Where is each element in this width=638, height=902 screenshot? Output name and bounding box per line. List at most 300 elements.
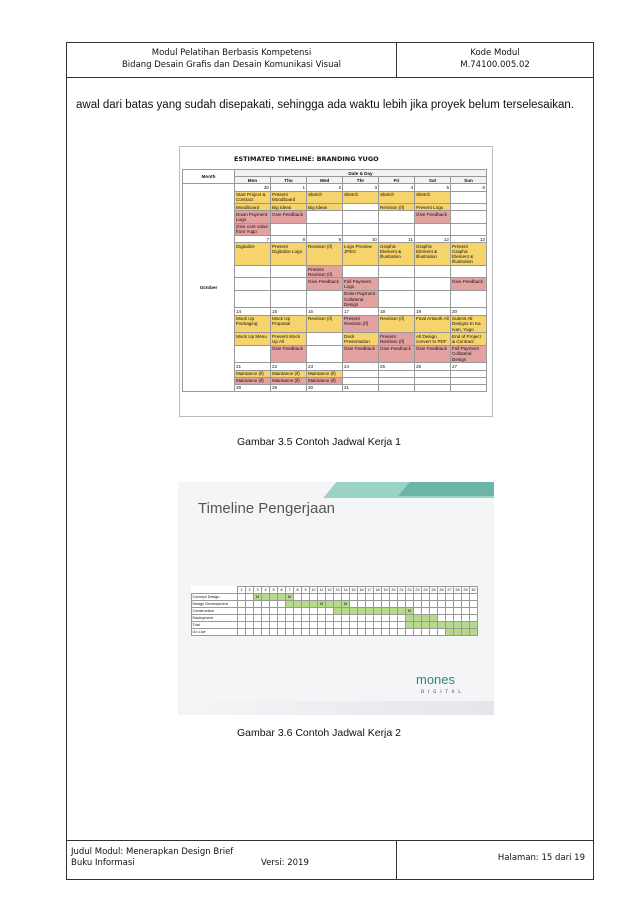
gantt-cell (446, 622, 454, 629)
gantt-table (191, 586, 478, 636)
task-cell: Revision (if) (307, 315, 343, 333)
date-cell: 15 (271, 308, 307, 315)
footer-version: Versi: 2019 (261, 858, 309, 868)
gantt-cell (398, 608, 406, 615)
gantt-cell (334, 594, 342, 601)
gantt-cell (326, 608, 334, 615)
gantt-cell (438, 601, 446, 608)
module-title (67, 43, 397, 77)
gantt-cell (358, 615, 366, 622)
footer-left (67, 841, 397, 879)
gantt-cell (270, 615, 278, 622)
task-cell: Maintance (if) (307, 370, 343, 377)
gantt-cell (270, 601, 278, 608)
gantt-cell (390, 622, 398, 629)
task-cell: End of Project & Contract (451, 333, 487, 345)
day-header: Thr (343, 177, 379, 184)
task-cell (379, 266, 415, 278)
gantt-day-header: 8 (294, 587, 302, 594)
task-cell: Full Payment Logo (343, 278, 379, 290)
task-cell: All Design convert to PDF (415, 333, 451, 345)
module-code (397, 43, 593, 77)
gantt-cell (382, 601, 390, 608)
task-cell: Mock Up Packaging (235, 315, 271, 333)
figure2-title: Timeline Pengerjaan (198, 500, 336, 517)
task-cell: Give core value from Yugo (235, 223, 271, 235)
gantt-task-label: Construction (192, 608, 238, 615)
task-cell (415, 223, 451, 235)
gantt-cell (262, 601, 270, 608)
task-cell: Revision (if) (379, 204, 415, 211)
task-cell: Present Revision (if) (343, 315, 379, 333)
module-title-line1: Modul Pelatihan Berbasis Kompetensi (151, 48, 312, 58)
gantt-cell (310, 629, 318, 636)
task-cell (379, 278, 415, 290)
task-cell (415, 370, 451, 377)
task-cell: Final Artwork All (415, 315, 451, 333)
month-cell: October (183, 184, 235, 392)
gantt-cell (382, 629, 390, 636)
gantt-cell (366, 622, 374, 629)
gantt-cell (294, 622, 302, 629)
task-cell: Logo Preview JPEG (343, 243, 379, 266)
gantt-cell (414, 594, 422, 601)
date-day-header: Date & Day (235, 170, 487, 177)
task-cell: Present Moodboard (271, 191, 307, 203)
gantt-cell (398, 594, 406, 601)
gantt-cell (446, 629, 454, 636)
gantt-cell (414, 622, 422, 629)
gantt-cell (430, 622, 438, 629)
task-cell: Give Feedback (415, 345, 451, 363)
gantt-day-header: 9 (302, 587, 310, 594)
gantt-cell (470, 601, 478, 608)
date-cell (451, 384, 487, 391)
task-cell: Big Ideas (271, 204, 307, 211)
gantt-cell (470, 622, 478, 629)
gantt-cell (286, 622, 294, 629)
task-cell: Mock Up Proposal (271, 315, 307, 333)
gantt-cell (398, 615, 406, 622)
gantt-cell (438, 594, 446, 601)
gantt-cell (430, 629, 438, 636)
gantt-cell (334, 615, 342, 622)
module-code-label: Kode Modul (470, 48, 520, 58)
body-paragraph: awal dari batas yang sudah disepakati, sehingga ada waktu lebih jika proyek belum terselesaikan. (76, 99, 574, 111)
task-cell: Maintance (if) (271, 370, 307, 377)
task-cell: Sketch (379, 191, 415, 203)
gantt-cell (438, 629, 446, 636)
date-cell: 24 (343, 363, 379, 370)
gantt-cell (358, 629, 366, 636)
date-cell: 22 (271, 363, 307, 370)
task-cell (415, 377, 451, 384)
date-cell: 10 (343, 236, 379, 243)
gantt-cell (382, 615, 390, 622)
gantt-cell (342, 629, 350, 636)
gantt-cell (366, 608, 374, 615)
gantt-cell (430, 594, 438, 601)
gantt-cell (446, 615, 454, 622)
task-cell: Sketch (415, 191, 451, 203)
gantt-day-header: 15 (351, 588, 356, 592)
date-cell: 25 (379, 363, 415, 370)
gantt-cell (294, 601, 302, 608)
gantt-cell: M (318, 601, 326, 608)
gantt-cell (382, 608, 390, 615)
date-cell: 7 (235, 236, 271, 243)
task-cell: Graphic Element & Illustration (379, 243, 415, 266)
brand-logo: mones (416, 672, 456, 687)
gantt-cell (430, 601, 438, 608)
gantt-cell (374, 629, 382, 636)
gantt-cell (246, 615, 254, 622)
module-title-line2: Bidang Desain Grafis dan Desain Komunikasi Visual (121, 60, 342, 70)
gantt-cell (326, 629, 334, 636)
gantt-day-header: 21 (399, 588, 404, 592)
gantt-cell (278, 629, 286, 636)
gantt-cell (430, 615, 438, 622)
task-cell: Full Payment Collateral Design (451, 345, 487, 363)
gantt-cell (310, 608, 318, 615)
task-cell (307, 333, 343, 345)
gantt-day-header: 29 (463, 588, 468, 592)
footer-book: Buku Informasi (71, 858, 135, 868)
task-cell (235, 266, 271, 278)
gantt-day-header: 3 (254, 587, 262, 594)
gantt-task-label: Design Development (192, 601, 238, 608)
gantt-cell (262, 615, 270, 622)
date-cell: 26 (415, 363, 451, 370)
task-cell: Present Logo (415, 204, 451, 211)
gantt-day-header: 7 (286, 587, 294, 594)
gantt-cell (238, 615, 246, 622)
gantt-corner (192, 587, 238, 594)
gantt-cell (470, 615, 478, 622)
date-cell: 17 (343, 308, 379, 315)
gantt-cell (374, 601, 382, 608)
date-cell: 13 (451, 236, 487, 243)
task-cell (415, 266, 451, 278)
gantt-cell (390, 601, 398, 608)
date-cell: 12 (415, 236, 451, 243)
gantt-cell (302, 594, 310, 601)
gantt-cell (270, 622, 278, 629)
gantt-cell (454, 629, 462, 636)
task-cell: Graphic Element & Illustration (415, 243, 451, 266)
decor-footer-band (178, 701, 494, 715)
task-cell: Start Project & Contract (235, 191, 271, 203)
task-cell: Maintance (if) (271, 377, 307, 384)
gantt-cell (406, 594, 414, 601)
gantt-day-header: 16 (359, 588, 364, 592)
gantt-cell (270, 594, 278, 601)
gantt-day-header: 26 (439, 588, 444, 592)
gantt-cell (390, 615, 398, 622)
gantt-day-header: 5 (270, 587, 278, 594)
date-cell: 29 (271, 384, 307, 391)
gantt-cell (278, 594, 286, 601)
gantt-cell (414, 629, 422, 636)
gantt-cell (318, 608, 326, 615)
month-header: Month (183, 170, 235, 184)
task-cell: Deck Presentation (343, 333, 379, 345)
gantt-cell (254, 629, 262, 636)
task-cell (415, 290, 451, 308)
date-cell: 18 (379, 308, 415, 315)
gantt-cell (358, 622, 366, 629)
gantt-cell (382, 594, 390, 601)
gantt-task-label: Go Live (192, 629, 238, 636)
gantt-cell (350, 608, 358, 615)
task-cell: Present Digitalize Logo (271, 243, 307, 266)
schedule-table (182, 169, 487, 392)
gantt-cell (422, 629, 430, 636)
gantt-day-header: 18 (375, 588, 380, 592)
date-cell: 6 (451, 184, 487, 191)
task-cell (271, 223, 307, 235)
gantt-cell (374, 608, 382, 615)
gantt-cell (462, 594, 470, 601)
figure-timeline-2 (178, 482, 494, 715)
gantt-cell (334, 608, 342, 615)
gantt-cell (350, 629, 358, 636)
task-cell: Give Feedback (343, 345, 379, 363)
gantt-day-header: 24 (423, 588, 428, 592)
task-cell (451, 290, 487, 308)
gantt-cell (350, 615, 358, 622)
gantt-cell (438, 622, 446, 629)
gantt-cell (350, 622, 358, 629)
gantt-cell (414, 601, 422, 608)
gantt-cell (350, 601, 358, 608)
task-cell (343, 370, 379, 377)
task-cell: Maintance (if) (307, 377, 343, 384)
gantt-cell (470, 629, 478, 636)
gantt-cell (454, 615, 462, 622)
gantt-cell (342, 622, 350, 629)
gantt-cell (246, 594, 254, 601)
task-cell (235, 345, 271, 363)
gantt-cell (470, 608, 478, 615)
gantt-cell (438, 608, 446, 615)
gantt-cell (406, 622, 414, 629)
date-cell: 30 (235, 184, 271, 191)
gantt-cell: M (286, 594, 294, 601)
day-header: Fri (379, 177, 415, 184)
gantt-cell (422, 601, 430, 608)
gantt-day-header: 4 (262, 587, 270, 594)
gantt-cell (286, 629, 294, 636)
gantt-cell (350, 594, 358, 601)
gantt-cell (382, 622, 390, 629)
gantt-cell (326, 601, 334, 608)
figure1-title: ESTIMATED TIMELINE: BRANDING YUGO (234, 155, 379, 163)
gantt-cell (390, 608, 398, 615)
gantt-day-header: 2 (246, 587, 254, 594)
task-cell (235, 290, 271, 308)
gantt-day-header: 12 (327, 588, 332, 592)
task-cell: Down Payment Logo (235, 211, 271, 223)
page-footer (67, 840, 593, 879)
task-cell: Maintance (if) (235, 370, 271, 377)
date-cell (415, 384, 451, 391)
task-cell (451, 266, 487, 278)
gantt-cell (422, 594, 430, 601)
gantt-day-header: 19 (383, 588, 388, 592)
gantt-cell (278, 615, 286, 622)
gantt-cell (366, 629, 374, 636)
gantt-cell (246, 622, 254, 629)
task-cell: Sketch (343, 191, 379, 203)
gantt-cell (318, 615, 326, 622)
gantt-cell (302, 629, 310, 636)
gantt-cell (246, 629, 254, 636)
gantt-cell (390, 629, 398, 636)
task-cell: Down Payment Collateral Design (343, 290, 379, 308)
task-cell: Give Feedback (379, 345, 415, 363)
date-cell: 5 (415, 184, 451, 191)
task-cell (307, 345, 343, 363)
gantt-day-header: 13 (335, 588, 340, 592)
task-cell (271, 266, 307, 278)
gantt-cell (302, 622, 310, 629)
brand-logo-sub: DIGITAL (421, 689, 465, 694)
footer-module-name: Judul Modul: Menerapkan Design Brief (71, 847, 234, 857)
gantt-cell (470, 594, 478, 601)
day-header: Sat (415, 177, 451, 184)
gantt-cell (262, 594, 270, 601)
gantt-task-label: Trial (192, 622, 238, 629)
gantt-cell (358, 608, 366, 615)
task-cell (415, 278, 451, 290)
gantt-cell: M (406, 608, 414, 615)
gantt-cell (422, 615, 430, 622)
gantt-cell (462, 622, 470, 629)
gantt-cell (366, 594, 374, 601)
task-cell (271, 278, 307, 290)
task-cell: Mock Up Menu (235, 333, 271, 345)
gantt-cell (254, 615, 262, 622)
page-header (67, 43, 593, 78)
task-cell (343, 223, 379, 235)
gantt-cell (454, 608, 462, 615)
gantt-cell (310, 615, 318, 622)
task-cell (451, 204, 487, 211)
gantt-cell (246, 601, 254, 608)
gantt-cell (454, 622, 462, 629)
date-cell: 16 (307, 308, 343, 315)
gantt-cell (462, 615, 470, 622)
date-cell: 1 (271, 184, 307, 191)
task-cell (307, 290, 343, 308)
gantt-cell (270, 629, 278, 636)
gantt-cell (278, 608, 286, 615)
gantt-task-label: Deployment (192, 615, 238, 622)
task-cell (343, 204, 379, 211)
gantt-cell (358, 601, 366, 608)
gantt-cell (326, 615, 334, 622)
gantt-cell: M (342, 601, 350, 608)
gantt-cell (310, 601, 318, 608)
task-cell (451, 191, 487, 203)
task-cell: Revision (if) (307, 243, 343, 266)
module-code-value: M.74100.005.02 (460, 60, 530, 70)
task-cell (379, 370, 415, 377)
gantt-day-header: 1 (238, 587, 246, 594)
task-cell: Give Feedback (307, 278, 343, 290)
gantt-cell (238, 629, 246, 636)
task-cell: Give Feedback (271, 211, 307, 223)
task-cell (343, 266, 379, 278)
day-header: Thu (271, 177, 307, 184)
gantt-cell (430, 608, 438, 615)
date-cell: 30 (307, 384, 343, 391)
gantt-cell (318, 629, 326, 636)
gantt-cell (302, 601, 310, 608)
gantt-cell (342, 615, 350, 622)
gantt-day-header: 23 (415, 588, 420, 592)
task-cell: Give Feedback (271, 345, 307, 363)
gantt-cell: M (254, 594, 262, 601)
gantt-cell (262, 622, 270, 629)
task-cell (451, 370, 487, 377)
task-cell: Sketch (307, 191, 343, 203)
gantt-cell (406, 601, 414, 608)
date-cell: 31 (343, 384, 379, 391)
date-cell: 3 (343, 184, 379, 191)
task-cell (379, 211, 415, 223)
gantt-cell (302, 615, 310, 622)
gantt-cell (286, 615, 294, 622)
gantt-cell (238, 594, 246, 601)
date-cell: 9 (307, 236, 343, 243)
gantt-cell (238, 601, 246, 608)
task-cell: Submit All Designs to Ka Ivan, Yugo (451, 315, 487, 333)
gantt-cell (278, 601, 286, 608)
gantt-cell (254, 608, 262, 615)
gantt-cell (406, 615, 414, 622)
date-cell: 20 (451, 308, 487, 315)
gantt-cell (446, 601, 454, 608)
gantt-cell (454, 601, 462, 608)
day-header: Mon (235, 177, 271, 184)
task-cell: Revision (if) (379, 315, 415, 333)
gantt-day-header: 27 (447, 588, 452, 592)
date-cell: 4 (379, 184, 415, 191)
gantt-cell (334, 622, 342, 629)
gantt-day-header: 17 (367, 588, 372, 592)
gantt-task-label: Concept Design (192, 594, 238, 601)
date-cell: 27 (451, 363, 487, 370)
gantt-cell (446, 608, 454, 615)
gantt-cell (366, 615, 374, 622)
figure2-caption: Gambar 3.6 Contoh Jadwal Kerja 2 (236, 727, 401, 739)
gantt-cell (294, 615, 302, 622)
figure1-caption: Gambar 3.5 Contoh Jadwal Kerja 1 (236, 436, 401, 448)
day-header: Wed (307, 177, 343, 184)
gantt-cell (270, 608, 278, 615)
gantt-cell (334, 629, 342, 636)
gantt-cell (326, 622, 334, 629)
task-cell (271, 290, 307, 308)
task-cell (307, 223, 343, 235)
task-cell (379, 377, 415, 384)
gantt-cell (294, 629, 302, 636)
gantt-cell (422, 622, 430, 629)
gantt-cell (302, 608, 310, 615)
task-cell: Present Revision (if) (379, 333, 415, 345)
